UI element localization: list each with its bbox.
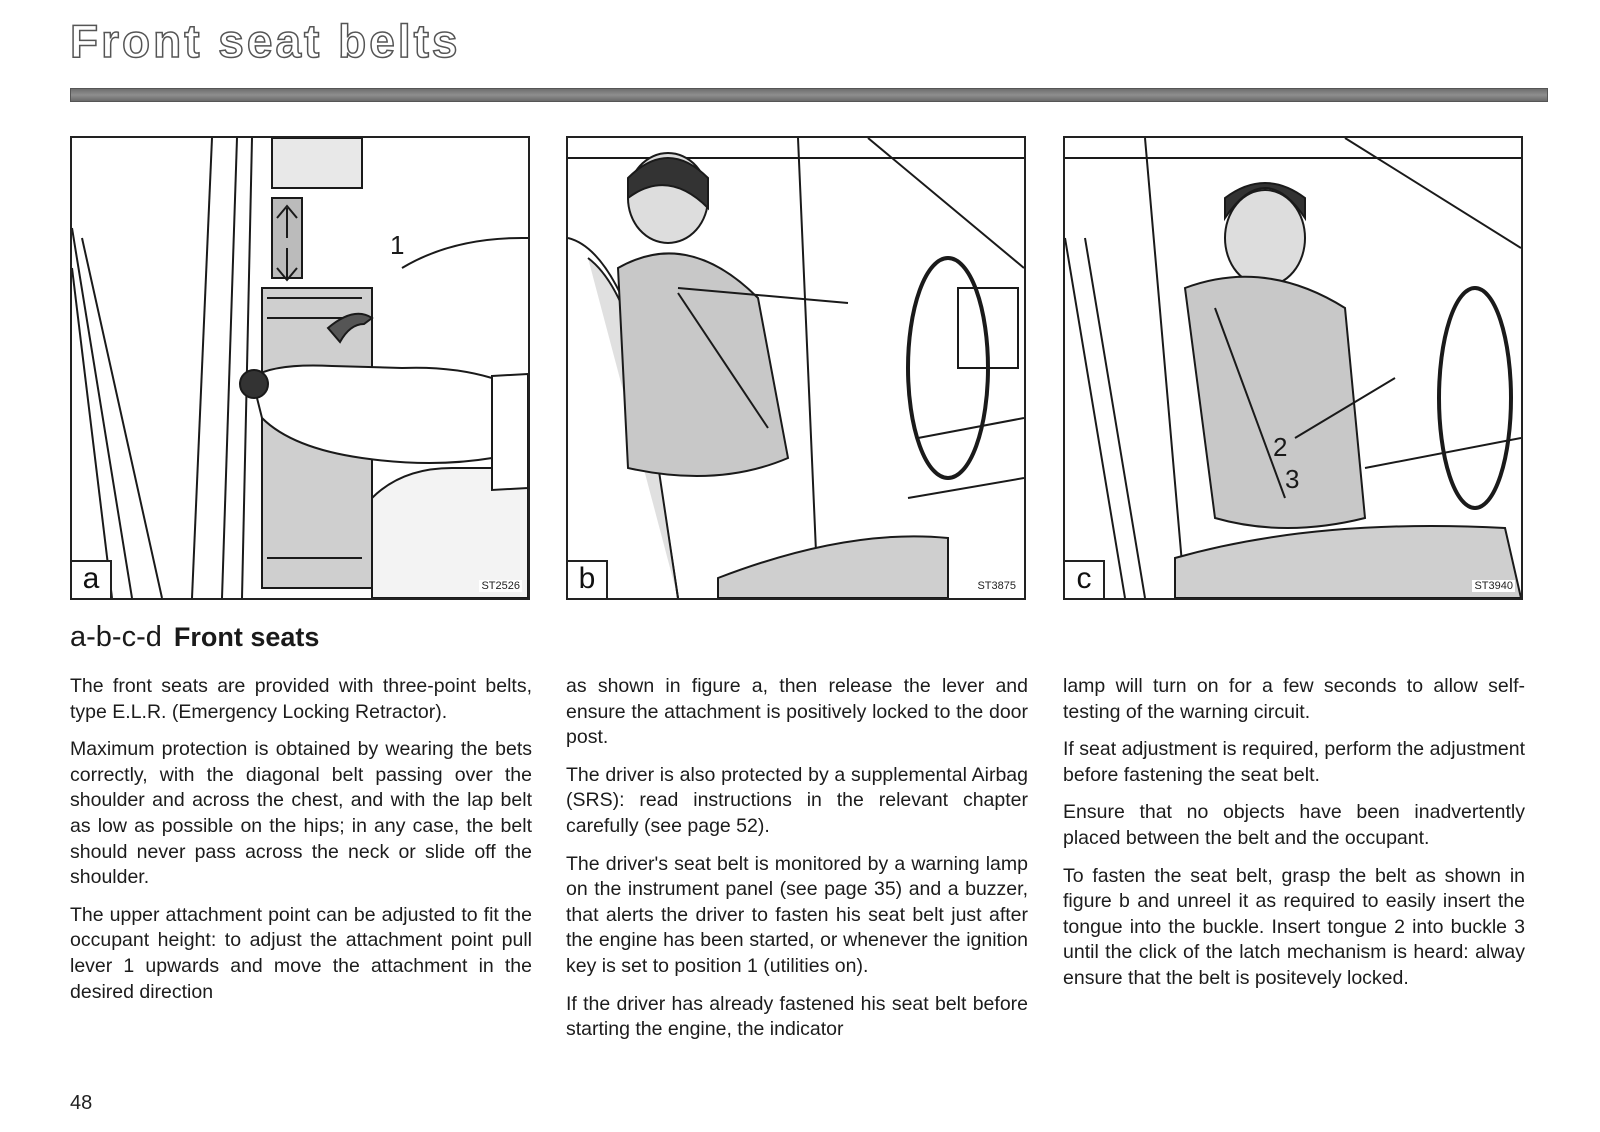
figure-b: [566, 136, 1026, 600]
paragraph: lamp will turn on for a few seconds to allow self-testing of the warning circuit.: [1063, 675, 1525, 723]
paragraph: If the driver has already fastened his seat belt before starting the engine, the indicator: [566, 992, 1028, 1041]
callout-2: 2: [1273, 432, 1288, 462]
section-letters: a-b-c-d: [70, 621, 162, 653]
paragraph: The front seats are provided with three-point belts, type E.L.R. (Emergency Locking Retractor).: [70, 675, 532, 723]
page-number: 48: [70, 1092, 93, 1114]
text-column-2: [566, 674, 1028, 1055]
paragraph: The driver is also protected by a supplemental Airbag (SRS): read instructions in the relevant chapter carefully (see page 52).: [566, 763, 1028, 837]
section-heading: [70, 622, 319, 654]
page-title: Front seat belts: [70, 15, 461, 67]
paragraph: as shown in figure a, then release the lever and ensure the attachment is positively locked to the door post.: [566, 675, 1028, 749]
figure-a-illustration: [72, 138, 528, 598]
section-title: Front seats: [173, 622, 320, 652]
figure-b-illustration: [568, 138, 1024, 598]
figure-a-code: ST2526: [481, 580, 520, 592]
figure-c-letter: c: [1065, 560, 1105, 598]
paragraph: The upper attachment point can be adjusted to fit the occupant height: to adjust the attachment point pull lever 1 upwards and move the attachment in the desired direction: [70, 903, 532, 1003]
paragraph: Ensure that no objects have been inadvertently placed between the belt and the occupant.: [1063, 801, 1525, 849]
callout-3: 3: [1285, 464, 1300, 494]
figure-b-letter: b: [568, 560, 608, 598]
figure-c: [1063, 136, 1523, 600]
text-column-1: [70, 674, 532, 1017]
figure-a: [70, 136, 530, 600]
title-divider-bar: [70, 88, 1548, 102]
paragraph: If seat adjustment is required, perform the adjustment before fastening the seat belt.: [1063, 738, 1525, 786]
figure-c-code: ST3940: [1474, 580, 1513, 592]
figure-c-illustration: [1065, 138, 1521, 598]
text-column-3: [1063, 674, 1525, 1004]
paragraph: The driver's seat belt is monitored by a warning lamp on the instrument panel (see page 35) and a buzzer, that alerts the driver to fasten his seat belt just after the engine has been started, or whenever the ignition key is set to position 1 (utilities on).: [566, 852, 1028, 977]
figure-b-code: ST3875: [977, 580, 1016, 592]
paragraph: Maximum protection is obtained by wearing the bets correctly, with the diagonal belt passing over the shoulder and across the chest, and with the lap belt as low as possible on the hips; in any case, the belt should never pass across the neck or slide off the shoulder.: [70, 738, 532, 889]
figure-a-letter: a: [72, 560, 112, 598]
paragraph: To fasten the seat belt, grasp the belt as shown in figure b and unreel it as required to easily insert the tongue into the buckle. Insert tongue 2 into buckle 3 until the click of the latch mechanism is heard: alway ensure that the belt is positevely locked.: [1063, 864, 1525, 989]
callout-1: 1: [390, 230, 405, 260]
